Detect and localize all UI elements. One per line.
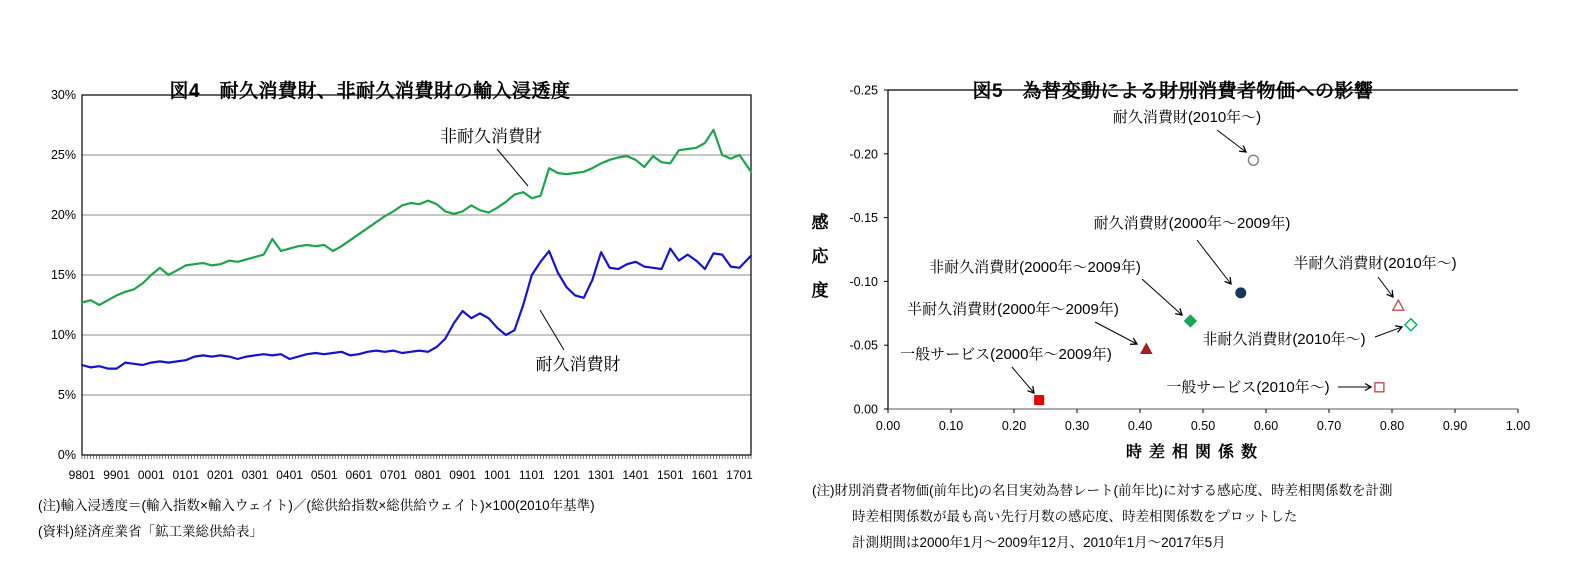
x-tick-label: 1701 xyxy=(726,468,753,482)
fig4-notes xyxy=(38,493,595,545)
x-tick-label: 0.10 xyxy=(938,419,964,433)
point-label-nondurable-2010: 非耐久消費財(2010年～) xyxy=(1202,331,1366,348)
y-tick-label: 15% xyxy=(50,268,76,282)
y-tick-label: -0.25 xyxy=(849,83,878,98)
x-tick-label: 0401 xyxy=(276,468,303,482)
x-tick-label: 0001 xyxy=(137,468,165,482)
y-tick-label: 25% xyxy=(50,148,76,162)
fig5-note-plot: 時差相関係数が最も高い先行月数の感応度、時差相関係数をプロットした xyxy=(852,509,1298,524)
annotation-arrow-durable-2000s xyxy=(1197,240,1231,284)
x-tick-label: 1201 xyxy=(553,468,580,482)
y-axis-title-char: 感 xyxy=(811,213,829,232)
annotation-arrow-nondurable-2010 xyxy=(1375,327,1402,337)
marker-diamond-nondurable-2000s xyxy=(1184,315,1196,327)
marker-square-services-2010 xyxy=(1375,383,1384,392)
y-tick-label: 0% xyxy=(57,448,76,462)
annotation-arrow-semidurable-2000s xyxy=(1095,322,1137,344)
y-tick-label: 5% xyxy=(57,388,76,402)
annotation-arrow-semidurable-2010 xyxy=(1378,277,1393,297)
x-tick-label: 1301 xyxy=(587,468,615,482)
x-tick-label: 1.00 xyxy=(1505,419,1531,433)
point-label-services-2000s: 一般サービス(2000年～2009年) xyxy=(900,346,1112,363)
x-tick-label: 0901 xyxy=(449,468,476,482)
x-tick-label: 1501 xyxy=(656,468,684,482)
annotation-arrow-services-2000s xyxy=(1012,367,1034,393)
series-label: 非耐久消費財 xyxy=(440,127,542,146)
leader-line xyxy=(540,310,564,350)
point-label-durable-2010: 耐久消費財(2010年～) xyxy=(1112,109,1262,126)
marker-triangle-semidurable-2010 xyxy=(1393,300,1404,310)
y-tick-label: 30% xyxy=(50,88,76,102)
x-tick-label: 0201 xyxy=(207,468,234,482)
figure-5 xyxy=(790,0,1581,561)
fig4-note-formula: (注)輸入浸透度＝(輸入指数×輸入ウェイト)／(総供給指数×総供給ウェイト)×100(2010年基準) xyxy=(38,498,595,513)
y-tick-label: -0.05 xyxy=(849,338,878,353)
x-tick-label: 1401 xyxy=(622,468,650,482)
x-tick-label: 0.40 xyxy=(1127,419,1153,433)
y-tick-label: -0.20 xyxy=(849,147,878,162)
x-tick-label: 9901 xyxy=(103,468,130,482)
x-tick-label: 0601 xyxy=(345,468,373,482)
point-label-nondurable-2000s: 非耐久消費財(2000年～2009年) xyxy=(929,259,1141,276)
x-tick-label: 0501 xyxy=(310,468,338,482)
y-tick-label: -0.15 xyxy=(849,211,878,226)
x-tick-label: 0101 xyxy=(172,468,200,482)
x-tick-label: 0.80 xyxy=(1379,419,1405,433)
figure-4 xyxy=(0,0,790,561)
fig5-title: 図5 為替変動による財別消費者物価への影響 xyxy=(972,80,1374,102)
series-label: 耐久消費財 xyxy=(535,355,621,374)
point-label-services-2010: 一般サービス(2010年～) xyxy=(1166,379,1330,396)
marker-circle-durable-2000s xyxy=(1236,288,1246,298)
fig4-title: 図4 耐久消費財、非耐久消費財の輸入浸透度 xyxy=(169,80,571,102)
x-tick-label: 1601 xyxy=(691,468,719,482)
marker-square-services-2000s xyxy=(1035,396,1044,405)
fig4-note-source: (資料)経済産業省「鉱工業総供給表」 xyxy=(38,524,263,539)
x-tick-label: 0.90 xyxy=(1442,419,1468,433)
point-label-semidurable-2000s: 半耐久消費財(2000年～2009年) xyxy=(907,301,1119,318)
series-line-nondurable xyxy=(82,130,751,305)
marker-diamond-nondurable-2010 xyxy=(1405,319,1417,331)
y-axis-title-char: 応 xyxy=(811,247,829,266)
y-tick-label: 20% xyxy=(50,208,76,222)
x-tick-label: 9801 xyxy=(68,468,96,482)
x-tick-label: 0.30 xyxy=(1064,419,1090,433)
x-tick-label: 0301 xyxy=(241,468,269,482)
x-axis-title: 時差相関係数 xyxy=(1125,444,1265,461)
y-tick-label: 0.00 xyxy=(853,402,878,417)
annotation-arrow-durable-2010 xyxy=(1217,130,1246,152)
y-axis-title-char: 度 xyxy=(811,281,829,300)
point-label-durable-2000s: 耐久消費財(2000年～2009年) xyxy=(1093,215,1291,232)
x-tick-label: 0.70 xyxy=(1316,419,1342,433)
fig5-note-method: (注)財別消費者物価(前年比)の名目実効為替レート(前年比)に対する感応度、時差相関係数を計測 xyxy=(812,483,1393,498)
fig5-note-period: 計測期間は2000年1月～2009年12月、2010年1月～2017年5月 xyxy=(852,535,1226,550)
y-tick-label: 10% xyxy=(50,328,76,342)
x-tick-label: 0.20 xyxy=(1001,419,1027,433)
marker-triangle-semidurable-2000s xyxy=(1141,344,1152,354)
point-label-semidurable-2010: 半耐久消費財(2010年～) xyxy=(1293,255,1457,272)
x-tick-label: 0801 xyxy=(414,468,442,482)
x-tick-label: 0.00 xyxy=(875,419,901,433)
annotation-arrow-nondurable-2000s xyxy=(1142,279,1182,315)
x-tick-label: 0.60 xyxy=(1253,419,1279,433)
marker-circle-durable-2010 xyxy=(1248,155,1258,165)
x-tick-label: 1101 xyxy=(518,468,545,482)
x-tick-label: 0.50 xyxy=(1190,419,1216,433)
y-tick-label: -0.10 xyxy=(849,274,878,289)
x-tick-label: 1001 xyxy=(483,468,511,482)
fig5-notes xyxy=(812,478,1392,556)
x-tick-label: 0701 xyxy=(380,468,407,482)
